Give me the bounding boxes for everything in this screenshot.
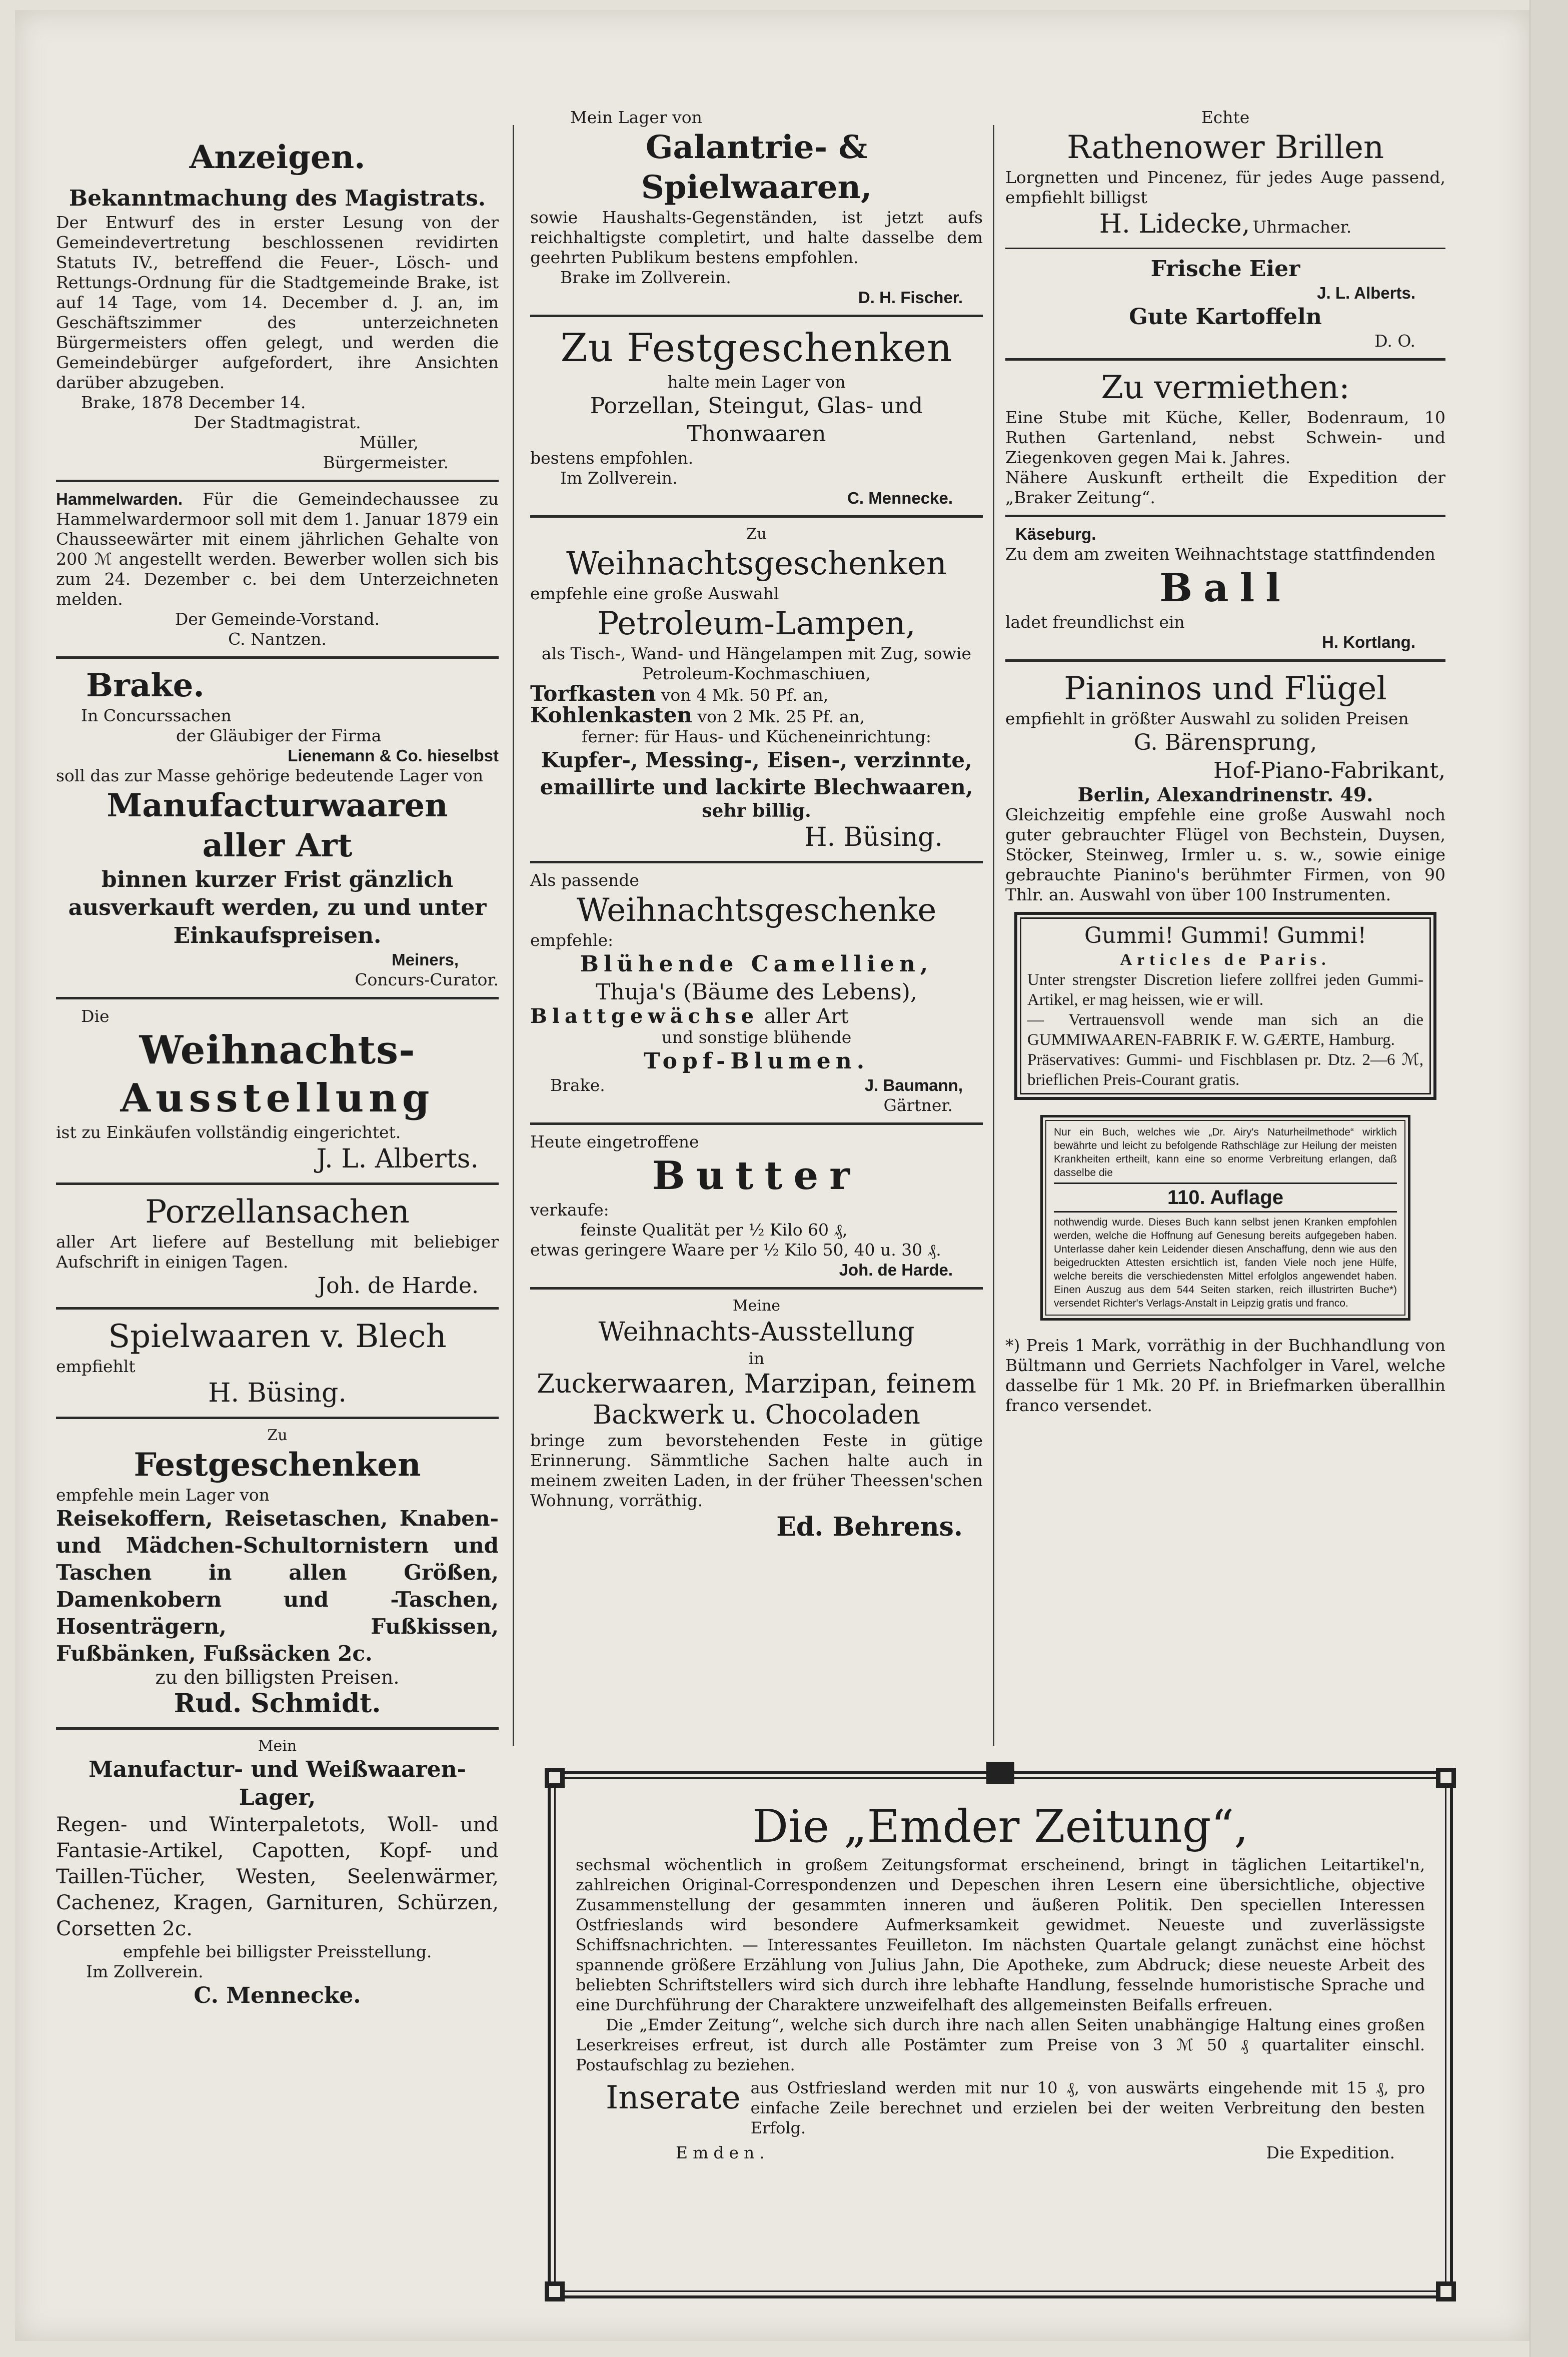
ad-address: Berlin, Alexandrinenstr. 49.	[1077, 783, 1373, 806]
ad-date: Brake, 1878 December 14.	[81, 393, 306, 412]
ad-signature: H. Kortlang.	[1322, 633, 1415, 651]
ad-text: Porzellan, Steingut, Glas- und Thonwaaren	[590, 393, 923, 447]
ad-signature: Meiners,	[392, 950, 459, 969]
ad-big-text: Regen- und Winterpaletots, Woll- und Fantasie-Artikel, Capotten, Kopf- und Taillen-Tücher, Westen, Seelenwärmer, Cachenez, Kragen, Garnituren, Schürzen, Corsetten 2c.	[56, 1813, 499, 1940]
ad-text: Mein	[258, 1737, 297, 1755]
ad-big-text: Ball	[1159, 565, 1291, 611]
ad-zu-festgeschenken	[530, 324, 983, 508]
ad-text: Für die Gemeindechaussee zu Hammelwardermoor soll mit dem 1. Januar 1879 ein Chausseewärter mit einem jährlichen Gehalte von 200 ℳ angestellt werden. Bewerber wollen sich bis zum 24. Dezember c. bei dem Unterzeichneten melden.	[56, 489, 499, 609]
ad-head: Manufactur- und Weißwaaren-Lager,	[89, 1757, 466, 1810]
ad-text: ist zu Einkäufen vollständig eingerichtet.	[56, 1122, 401, 1142]
ad-signature: Joh. de Harde.	[317, 1273, 479, 1299]
ad-ball	[1005, 524, 1445, 652]
ad-text: feinste Qualität per ½ Kilo 60 ₰,	[580, 1220, 848, 1240]
ad-signature: C. Mennecke.	[194, 1983, 361, 2008]
ad-signature: Rud. Schmidt.	[174, 1688, 381, 1719]
ad-text: bestens empfohlen.	[530, 448, 694, 468]
ad-text: halte mein Lager von	[667, 372, 846, 392]
ad-text: zu den billigsten Preisen.	[155, 1666, 400, 1688]
ad-divider	[530, 515, 983, 518]
ad-divider	[530, 315, 983, 317]
ad-head: Pianinos und Flügel	[1064, 670, 1387, 707]
ad-head: Weihnachtsgeschenken	[566, 545, 947, 582]
ad-head: Weihnachts-Ausstellung	[598, 1317, 915, 1347]
ad-signature: Uhrmacher.	[1252, 217, 1352, 237]
ad-head: Ausstellung	[120, 1075, 435, 1121]
ad-head: Butter	[652, 1153, 861, 1199]
ad-head: Spielwaaren v. Blech	[108, 1318, 447, 1355]
ornament-corner	[1436, 2281, 1456, 2301]
ad-signature: Joh. de Harde.	[839, 1261, 953, 1279]
ad-signature: H. Büsing.	[208, 1378, 347, 1408]
ad-head: Gummi! Gummi! Gummi!	[1084, 923, 1367, 948]
ad-signature: H. Lidecke,	[1099, 209, 1250, 239]
ad-divider	[1005, 358, 1445, 361]
ad-signature: Der Stadtmagistrat.	[194, 413, 361, 432]
ad-pianinos	[1005, 669, 1445, 905]
ad-head: Weihnachtsgeschenke	[576, 892, 937, 929]
ad-text: Nähere Auskunft ertheilt die Expedition der „Braker Zeitung“.	[1005, 468, 1445, 507]
ad-gummi-box	[1014, 912, 1436, 1100]
ad-text: bringe zum bevorstehenden Feste in gütige Erinnerung. Sämmtliche Sachen halte auch in meinem zweiten Laden, in der früher Theessen'schen Wohnung, vorräthig.	[530, 1431, 983, 1510]
ad-big-text: Kupfer-, Messing-, Eisen-, verzinnte, emaillirte und lackirte Blechwaaren,	[540, 748, 973, 799]
ad-text: Meine	[732, 1297, 781, 1315]
ad-place: Brake.	[550, 1075, 605, 1095]
ad-text: etwas geringere Waare per ½ Kilo 50, 40 u. 30 ₰.	[530, 1240, 941, 1260]
ad-big-text: Manufacturwaaren	[107, 787, 448, 824]
ad-vermiethen	[1005, 368, 1445, 508]
ad-price: von 4 Mk. 50 Pf. an,	[661, 685, 829, 705]
ad-porzellan	[56, 1192, 499, 1300]
ad-festgeschenken	[56, 1426, 499, 1720]
column-rule-2	[993, 125, 994, 1746]
page-edge	[1529, 0, 1568, 2357]
ad-head: Galantrie- & Spielwaaren,	[641, 129, 872, 206]
ad-text: empfehle mein Lager von	[56, 1485, 270, 1505]
ad-text: ladet freundlichst ein	[1005, 612, 1185, 632]
ad-weihnachts-ausstellung	[56, 1006, 499, 1175]
ad-signature: C. Mennecke.	[847, 489, 953, 507]
ad-head: Weihnachts-	[139, 1027, 416, 1073]
ad-title: Bekanntmachung des Magistrats.	[69, 186, 486, 211]
ad-divider	[56, 1727, 499, 1730]
ad-text: empfiehlt in größter Auswahl zu soliden Preisen	[1005, 709, 1409, 728]
column-1	[56, 108, 499, 2017]
ad-text: Lienemann & Co. hieselbst	[288, 746, 499, 765]
ad-divider	[1005, 659, 1445, 662]
ad-divider	[1005, 515, 1445, 517]
ad-head: Die „Emder Zeitung“,	[752, 1800, 1248, 1853]
ornament-corner	[1436, 1768, 1456, 1788]
ad-signature: Ed. Behrens.	[776, 1512, 963, 1542]
ad-text: aller Art liefere auf Bestellung mit beliebiger Aufschrift in einigen Tagen.	[56, 1232, 499, 1272]
ad-behrens	[530, 1297, 983, 1544]
ad-text: sechsmal wöchentlich in großem Zeitungsformat erscheinend, bringt in täglichen Leitartikel'n, zahlreichen Original-Correspondenzen und Depeschen ihren Lesern eine übersichtliche, objective Zusammenstellung der gesammten inneren und äußeren Politik. Den speciellen Interessen Ostfrieslands wird besondere Aufmerksamkeit gewidmet. Neueste und zuverlässigste Schiffsnachrichten. — Interessantes Feuilleton. Im nächsten Quartale gelangt zunächst eine höchst spannende größere Erzählung von Julius Jahn, Die Apotheke, zum Abdruck; diese neueste Arbeit des beliebten Schriftstellers wird sich durch ihre lebhafte Handlung, fesselnde humoristische Sprache und eine Durchführung der Charaktere unzweifelhaft des allgemeinsten Beifalls erfreuen.	[576, 1855, 1425, 2014]
ad-item: Blattgewächse	[530, 1004, 759, 1028]
ad-butter	[530, 1132, 983, 1280]
ad-place: Emden.	[676, 2143, 770, 2162]
ad-text: empfiehlt	[56, 1357, 136, 1376]
ad-text: empfehle:	[530, 930, 614, 950]
ad-brake	[56, 666, 499, 990]
ad-big-text: Reisekoffern, Reisetaschen, Knaben- und Mädchen-Schultornistern und Taschen in allen Größen, Damenkobern und -Taschen, Hosenträgern, Fußkissen, Fußbänken, Fußsäcken 2c.	[56, 1506, 499, 1666]
ad-text: Brake im Zollverein.	[560, 268, 731, 287]
ad-text: empfehle eine große Auswahl	[530, 584, 779, 603]
ad-text: soll das zur Masse gehörige bedeutende Lager von	[56, 766, 484, 785]
ad-head: Rathenower Brillen	[1066, 129, 1384, 166]
ad-title: Hof-Piano-Fabrikant,	[1213, 758, 1445, 783]
ad-name: G. Bärensprung,	[1133, 730, 1317, 755]
ad-divider	[530, 1122, 983, 1125]
ad-text: Echte	[1201, 108, 1250, 127]
ad-signature: J. L. Alberts.	[316, 1144, 479, 1174]
ad-text: nothwendig wurde. Dieses Buch kann selbst jenen Kranken empfohlen werden, welche die Hoffnung auf Genesung bereits aufgegeben haben. Unterlasse daher kein Leidender diesen Anschaffung, denn wie aus den beigedruckten Attesten ersichtlich ist, fanden Viele noch jene Hülfe, welche bereits die verschiedensten Mittel erfolglos angewendet haben. Einen Auszug aus dem 544 Seiten starken, reich illustrirten Buche*) versendet Richter's Verlags-Anstalt in Leipzig gratis und franco.	[1054, 1217, 1397, 1309]
ad-manufactur	[56, 1737, 499, 2010]
ad-text: der Gläubiger der Firma	[176, 726, 382, 745]
ad-text: Mein Lager von	[570, 108, 702, 127]
ad-text: Lorgnetten und Pincenez, für jedes Auge passend, empfiehlt billigst	[1005, 168, 1445, 207]
ad-text: Die	[81, 1006, 110, 1026]
ad-divider	[56, 1417, 499, 1419]
ad-head: Brake.	[86, 667, 205, 704]
ad-text: Als passende	[530, 870, 639, 890]
ad-text: verkaufe:	[530, 1200, 609, 1220]
ad-bekanntmachung	[56, 185, 499, 473]
column-3	[1005, 108, 1445, 1416]
ornament-corner	[545, 2281, 565, 2301]
ad-text: aller Art	[764, 1005, 849, 1028]
ornament-top-center	[986, 1762, 1014, 1784]
ad-head: Porzellansachen	[145, 1194, 410, 1231]
ad-price: von 2 Mk. 25 Pf. an,	[697, 707, 865, 726]
ad-spielwaaren	[56, 1317, 499, 1410]
ad-signature: Concurs-Curator.	[355, 970, 499, 989]
ad-text: als Tisch-, Wand- und Hängelampen mit Zug, sowie Petroleum-Kochmaschiuen,	[541, 644, 972, 683]
ad-weihnachtsgeschenken	[530, 525, 983, 854]
ad-text: aus Ostfriesland werden mit nur 10 ₰, von auswärts eingehende mit 15 ₰, pro einfache Zeile berechnet und erzielen bei der weiten Verbreitung den besten Erfolg.	[750, 2078, 1425, 2137]
ad-emder-zeitung-box	[548, 1771, 1453, 2298]
ad-eier	[1005, 255, 1445, 351]
ad-signature: D. O.	[1374, 331, 1415, 351]
ad-divider	[56, 480, 499, 482]
ad-text: Thuja's (Bäume des Lebens),	[596, 979, 917, 1005]
ad-big-text: aller Art	[202, 827, 353, 864]
ad-signature: J. Baumann,	[864, 1076, 963, 1094]
ad-divider	[1005, 248, 1445, 249]
ad-signature: C. Nantzen.	[228, 629, 327, 649]
ad-text: Gleichzeitig empfehle eine große Auswahl noch guter gebrauchter Flügel von Bechstein, Duysen, Stöcker, Steinweg, Irmler u. s. w., sowie einige gebrauchte Pianino's berühmter Firmen, von 90 Thlr. an. Auswahl von über 100 Instrumenten.	[1005, 805, 1445, 904]
ad-head: Hammelwarden.	[56, 490, 183, 508]
ad-text: Nur ein Buch, welches wie „Dr. Airy's Naturheilmethode“ wirklich bewährte und leicht zu befolgende Rathschläge zur Heilung der meisten Krankheiten ertheilt, kann eine so enorme Verbreitung erlangen, daß dasselbe die	[1054, 1126, 1397, 1178]
ad-text: Präservatives: Gummi- und Fischblasen pr. Dtz. 2—6 ℳ, brieflichen Preis-Courant gratis.	[1027, 1051, 1423, 1089]
ad-head: Zu vermiethen:	[1101, 369, 1350, 406]
ad-big-text: binnen kurzer Frist gänzlich ausverkauft werden, zu und unter Einkaufspreisen.	[68, 867, 487, 948]
ad-signature: J. L. Alberts.	[1317, 284, 1415, 302]
ad-divider	[56, 997, 499, 999]
ad-text: ferner: für Haus- und Kücheneinrichtung:	[582, 727, 931, 746]
ad-text: Zu	[746, 525, 767, 543]
ad-divider	[56, 1183, 499, 1185]
column-2	[530, 108, 983, 1551]
ad-divider	[530, 1287, 983, 1290]
ad-head: Käseburg.	[1015, 525, 1096, 543]
ad-big-text: Inserate	[606, 2079, 741, 2116]
ad-text: Unter strengster Discretion liefere zollfrei jeden Gummi-Artikel, er mag heissen, wie er will.	[1027, 971, 1423, 1009]
ad-head: Gute Kartoffeln	[1129, 304, 1322, 330]
ad-text: Der Entwurf des in erster Lesung von der Gemeindevertretung beschlossenen revidirten Statuts IV., betreffend die Feuer-, Lösch- und Rettungs-Ordnung für die Stadtgemeinde Brake, ist auf 14 Tage, vom 14. December d. J. an, im Geschäftszimmer des unterzeichneten Bürgermeisters offen gelegt, und werden die Gemeindebürger aufgefordert, ihre Ansichten darüber abzugeben.	[56, 213, 499, 392]
ad-airy-box	[1040, 1115, 1410, 1321]
ad-divider	[56, 1307, 499, 1310]
ornament-corner	[545, 1768, 565, 1788]
ad-text: Im Zollverein.	[86, 1962, 204, 1981]
ad-signature: D. H. Fischer.	[858, 288, 963, 307]
ad-divider	[530, 861, 983, 863]
ad-brillen	[1005, 108, 1445, 241]
ad-text: und sonstige blühende	[661, 1027, 852, 1047]
ad-item: Torfkasten	[530, 681, 656, 706]
column-rule-1	[513, 125, 514, 1746]
ad-big-text: Blühende Camellien,	[580, 951, 933, 977]
ad-signature: Müller,	[359, 433, 419, 452]
ad-big-text: Zuckerwaaren, Marzipan, feinem Backwerk u. Chocoladen	[537, 1369, 976, 1430]
ad-text: Zu dem am zweiten Weihnachtstage stattfindenden	[1005, 544, 1435, 564]
ad-text: In Concurssachen	[81, 706, 232, 725]
ad-text: sowie Haushalts-Gegenständen, ist jetzt aufs reichhaltigste completirt, und halte dasselbe dem geehrten Publikum bestens empfohlen.	[530, 208, 983, 267]
anzeigen-heading: Anzeigen.	[189, 139, 366, 176]
ad-signature: H. Büsing.	[804, 822, 943, 852]
ad-subhead: Articles de Paris.	[1120, 951, 1331, 969]
ad-hammelwarden	[56, 489, 499, 649]
ad-galanterie	[530, 108, 983, 308]
ad-divider	[56, 656, 499, 659]
ad-signature: Gärtner.	[883, 1095, 953, 1115]
ad-big-text: Petroleum-Lampen,	[597, 605, 916, 642]
ad-text: Heute eingetroffene	[530, 1132, 699, 1151]
ad-big-text: Topf-Blumen.	[643, 1048, 870, 1074]
ad-text: — Vertrauensvoll wende man sich an die GUMMIWAAREN-FABRIK F. W. GÆRTE, Hamburg.	[1027, 1011, 1423, 1049]
ad-weihnachtsgeschenke	[530, 870, 983, 1115]
ad-footnote: *) Preis 1 Mark, vorräthig in der Buchhandlung von Bültmann und Gerriets Nachfolger in Varel, welche dasselbe für 1 Mk. 20 Pf. in Briefmarken überallhin franco versendet.	[1005, 1336, 1445, 1415]
ad-head: 110. Auflage	[1054, 1183, 1397, 1213]
ad-item: Kohlenkasten	[530, 703, 692, 727]
ad-text: Im Zollverein.	[560, 468, 678, 488]
ad-head: Frische Eier	[1150, 256, 1300, 282]
ad-text: Eine Stube mit Küche, Keller, Bodenraum, 10 Ruthen Gartenland, nebst Schwein- und Ziegenkoven gegen Mai k. Jahres.	[1005, 408, 1445, 467]
ad-text: Zu	[267, 1427, 288, 1444]
ad-text: sehr billig.	[702, 800, 811, 821]
ad-text: Die „Emder Zeitung“, welche sich durch ihre nach allen Seiten unabhängige Haltung eines großen Leserkreises erfreut, ist durch alle Postämter zum Preise von 3 ℳ 50 ₰ quartaliter einschl. Postaufschlag zu beziehen.	[576, 2015, 1425, 2074]
ad-head: Zu Festgeschenken	[560, 326, 953, 371]
ad-signature: Die Expedition.	[1266, 2143, 1395, 2162]
ad-signature: Der Gemeinde-Vorstand.	[175, 609, 380, 629]
ad-text: in	[748, 1349, 765, 1368]
ad-signature: Bürgermeister.	[323, 453, 449, 472]
ad-head: Festgeschenken	[134, 1446, 421, 1484]
ad-text: empfehle bei billigster Preisstellung.	[123, 1942, 432, 1961]
